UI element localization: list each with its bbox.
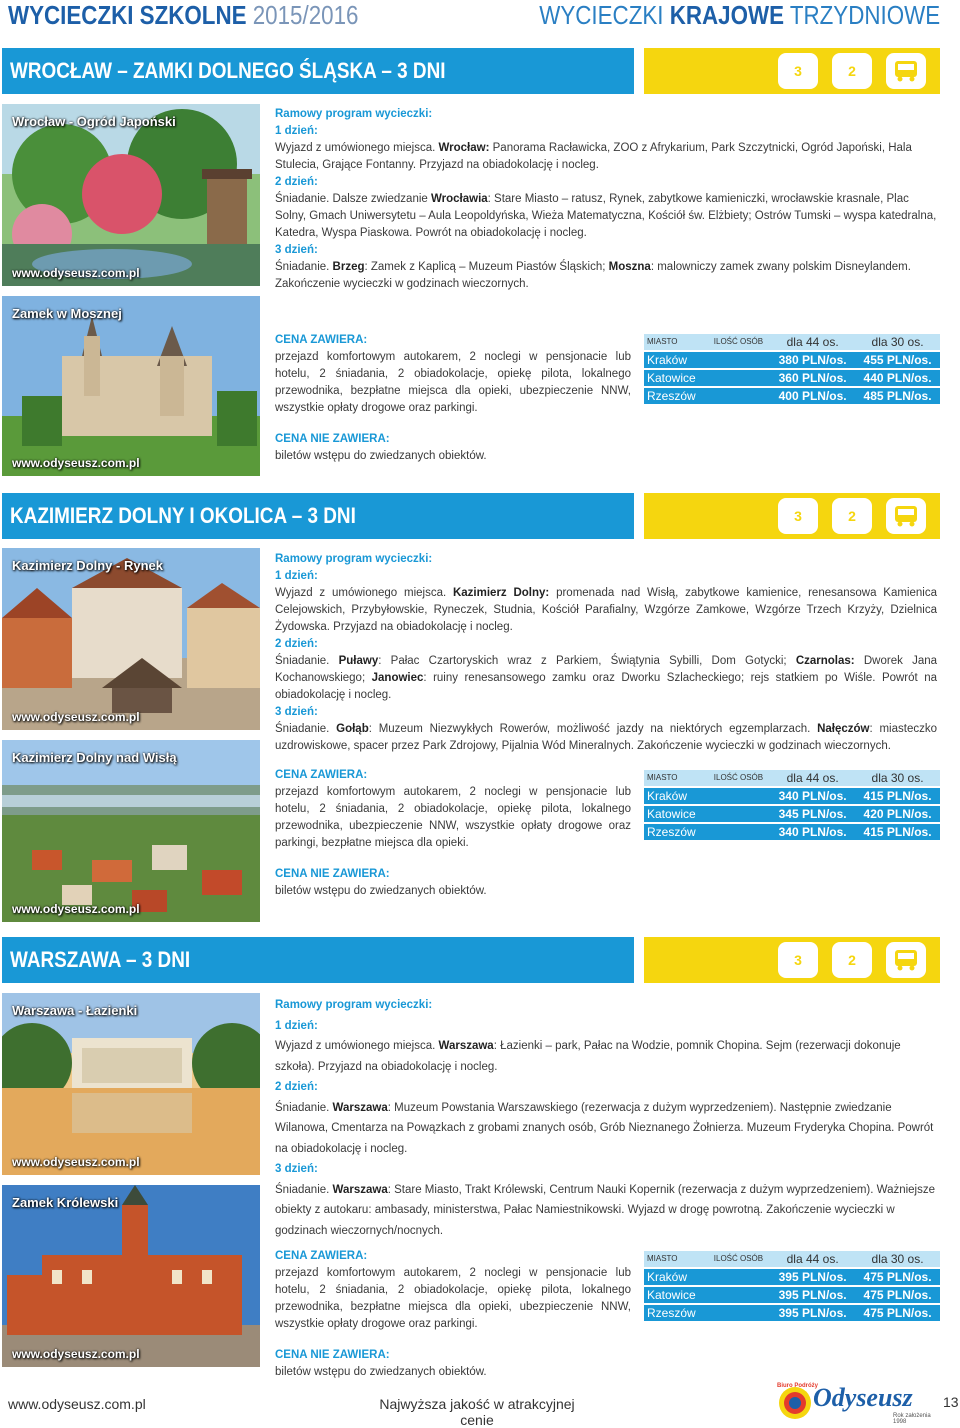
- price-row: Kraków 395 PLN/os. 475 PLN/os.: [644, 1269, 940, 1285]
- section-title: WROCŁAW – ZAMKI DOLNEGO ŚLĄSKA – 3 DNI: [2, 48, 634, 94]
- price-includes: CENA ZAWIERA: przejazd komfortowym autokarem, 2 noclegi w pensjonacie lub hotelu, 2 śniadania, 2 obiadokolacje, opiekę pilota, lokalnego przewodnika, bezpłatne miejsca dla opieki, ubezpieczenie NNW, wszystkie opłaty drogowe oraz parkingi. CENA NIE ZAWIERA: biletów wstępu do zwiedzanych obiektów.: [275, 334, 631, 462]
- photo-kazimierz-wisla: [2, 740, 260, 922]
- price-row: Katowice 360 PLN/os. 440 PLN/os.: [644, 370, 940, 386]
- price-row: Rzeszów 395 PLN/os. 475 PLN/os.: [644, 1305, 940, 1321]
- price-includes: CENA ZAWIERA: przejazd komfortowym autokarem, 2 noclegi w pensjonacie lub hotelu, 2 śniadania, 2 obiadokolacje, opiekę pilota, lokalnego przewodnika, bezpłatne miejsca dla opieki, ubezpieczenie NNW, wszystkie opłaty drogowe oraz parkingi. CENA NIE ZAWIERA: biletów wstępu do zwiedzanych obiektów.: [275, 1250, 631, 1378]
- price-table: MIASTO ILOŚĆ OSÓB dla 44 os. dla 30 os. Kraków 340 PLN/os. 415 PLN/os. Katowice 345 PLN/os. 420 PLN/os. Rzeszów 340 PLN/os. 415 PLN/os.: [644, 768, 940, 842]
- bus-icon: [886, 498, 926, 534]
- photo-caption: Kazimierz Dolny nad Wisłą: [12, 750, 177, 765]
- calendar-icon: 3: [778, 53, 818, 89]
- photo-kazimierz-rynek: [2, 548, 260, 730]
- program-text: Ramowy program wycieczki: 1 dzień: Wyjazd z umówionego miejsca. Warszawa: Łazienki – park, Pałac na Wodzie, pomnik Chopina. Sejm (rezerwacji dokonuje szkoła). Przyjazd na obiadokolację i nocleg. 2 dzień: Śniadanie. Warszawa: Muzeum Powstania Warszawskiego (rezerwacja z dużym wyprzedzeniem). Następnie zwiedzanie Wilanowa, Cmentarza na Powązkach z grobami znanych osób, Grób Nieznanego Żołnierza. Muzeum Fryderyka Chopina. Powrót na obiadokolację i nocleg. 3 dzień: Śniadanie. Warszawa: Stare Miasto, Trakt Królewski, Centrum Nauki Kopernik (rezerwacja z dużym wyprzedzeniem). Ważniejsze obiekty z autokaru: ambasady, ministerstwa, Pałac Namiestnikowski. Wyjazd w drogę powrotną. Zakończenie wycieczki w godzinach wieczornych/nocnych.: [275, 999, 936, 1237]
- photo-caption: Wrocław - Ogród Japoński: [12, 114, 176, 129]
- photo-caption: Warszawa - Łazienki: [12, 1003, 138, 1018]
- price-row: Katowice 345 PLN/os. 420 PLN/os.: [644, 806, 940, 822]
- photo-zamek-krolewski: [2, 1185, 260, 1367]
- price-row: Kraków 340 PLN/os. 415 PLN/os.: [644, 788, 940, 804]
- photo-caption: Zamek w Mosznej: [12, 306, 122, 321]
- bed-icon: 2: [832, 942, 872, 978]
- bus-icon: [886, 53, 926, 89]
- section-title: WARSZAWA – 3 DNI: [2, 937, 634, 983]
- watermark: www.odyseusz.com.pl: [12, 902, 140, 916]
- trip-icons: [644, 48, 940, 94]
- watermark: www.odyseusz.com.pl: [12, 456, 140, 470]
- price-table: MIASTO ILOŚĆ OSÓB dla 44 os. dla 30 os. Kraków 395 PLN/os. 475 PLN/os. Katowice 395 PLN/os. 475 PLN/os. Rzeszów 395 PLN/os. 475 PLN/os.: [644, 1249, 940, 1323]
- watermark: www.odyseusz.com.pl: [12, 1155, 140, 1169]
- calendar-icon: 3: [778, 498, 818, 534]
- odyseusz-logo: Biuro Podróży Odyseusz Rok założenia 1998: [777, 1383, 931, 1425]
- footer-slogan: Najwyższa jakość w atrakcyjnej cenie: [379, 1396, 575, 1428]
- program-text: Ramowy program wycieczki: 1 dzień: Wyjazd z umówionego miejsca. Kazimierz Dolny: promenada nad Wisłą, zabytkowe kamienice, renesansowa Kamienica Celejowskich, Przybyłowskie, Ryneczek, Studnia, Kościół Parafialny, Wzgórze Zamkowe, Wzgórze Trzech Krzyży, Dzielnica Żydowska. Przyjazd na obiadokolację i nocleg. 2 dzień: Śniadanie. Puławy: Pałac Czartoryskich wraz z Parkiem, Świątynia Sybilli, Dom Gotycki; Czarnolas: Dworek Jana Kochanowskiego; Janowiec: ruiny renesansowego zamku oraz Dworku Szlacheckiego; rejs statkiem po Wiśle. Powrót na obiadokolację i nocleg. 3 dzień: Śniadanie. Gołąb: Muzeum Niezwykłych Rowerów, możliwość jazdy na niektórych egzemplarzach. Nałęczów: miasteczko uzdrowiskowe, spacer przez Park Zdrojowy, Pijalnia Wód Mineralnych. Zakończenie wycieczki w godzinach wieczornych.: [275, 553, 938, 752]
- price-row: Kraków 380 PLN/os. 455 PLN/os.: [644, 352, 940, 368]
- bus-icon: [886, 942, 926, 978]
- photo-moszna: [2, 296, 260, 476]
- photo-caption: Kazimierz Dolny - Rynek: [12, 558, 163, 573]
- watermark: www.odyseusz.com.pl: [12, 266, 140, 280]
- footer-url[interactable]: www.odyseusz.com.pl: [8, 1396, 146, 1412]
- section-title: KAZIMIERZ DOLNY I OKOLICA – 3 DNI: [2, 493, 634, 539]
- photo-wroclaw: [2, 104, 260, 286]
- photo-lazienki: [2, 993, 260, 1175]
- price-table: MIASTO ILOŚĆ OSÓB dla 44 os. dla 30 os. Kraków 380 PLN/os. 455 PLN/os. Katowice 360 PLN/os. 440 PLN/os. Rzeszów 400 PLN/os. 485 PLN/os.: [644, 332, 940, 406]
- calendar-icon: 3: [778, 942, 818, 978]
- price-includes: CENA ZAWIERA: przejazd komfortowym autokarem, 2 noclegi w pensjonacie lub hotelu, 2 śniadania, 2 obiadokolacje, opiekę pilota, lokalnego przewodnika, ubezpieczenie NNW, wszystkie opłaty drogowe oraz parkingi, bezpłatne miejsca dla opieki. CENA NIE ZAWIERA: biletów wstępu do zwiedzanych obiektów.: [275, 769, 631, 897]
- price-row: Katowice 395 PLN/os. 475 PLN/os.: [644, 1287, 940, 1303]
- watermark: www.odyseusz.com.pl: [12, 710, 140, 724]
- price-row: Rzeszów 340 PLN/os. 415 PLN/os.: [644, 824, 940, 840]
- program-text: Ramowy program wycieczki: 1 dzień: Wyjazd z umówionego miejsca. Wrocław: Panorama Racławicka, ZOO z Afrykarium, Park Szczytnicki, Ogród Japoński, Hala Stulecia, Grające Fontanny. Przyjazd na obiadokolację i nocleg. 2 dzień: Śniadanie. Dalsze zwiedzanie Wrocławia: Stare Miasto – ratusz, Rynek, zabytkowe kamieniczki, wrocławskie krasnale, Plac Solny, Gmach Uniwersytetu – Aula Leopoldyńska, Wieża Matematyczna, Kościół św. Elżbiety; Ostrów Tumski – wyspa katedralna, Katedra, Wyspa Piaskowa. Powrót na obiadokolację i nocleg. 3 dzień: Śniadanie. Brzeg: Zamek z Kaplicą – Muzeum Piastów Śląskich; Moszna: malowniczy zamek zwany polskim Disneylandem. Zakończenie wycieczki w godzinach wieczornych.: [275, 108, 937, 290]
- bed-icon: 2: [832, 53, 872, 89]
- bed-icon: 2: [832, 498, 872, 534]
- page-title: WYCIECZKI SZKOLNE 2015/2016: [8, 0, 359, 30]
- trip-icons: [644, 493, 940, 539]
- watermark: www.odyseusz.com.pl: [12, 1347, 140, 1361]
- price-row: Rzeszów 400 PLN/os. 485 PLN/os.: [644, 388, 940, 404]
- trip-icons: [644, 937, 940, 983]
- page-category: WYCIECZKI KRAJOWE TRZYDNIOWE: [539, 0, 940, 30]
- photo-caption: Zamek Królewski: [12, 1195, 119, 1210]
- page-number: 13: [943, 1394, 959, 1410]
